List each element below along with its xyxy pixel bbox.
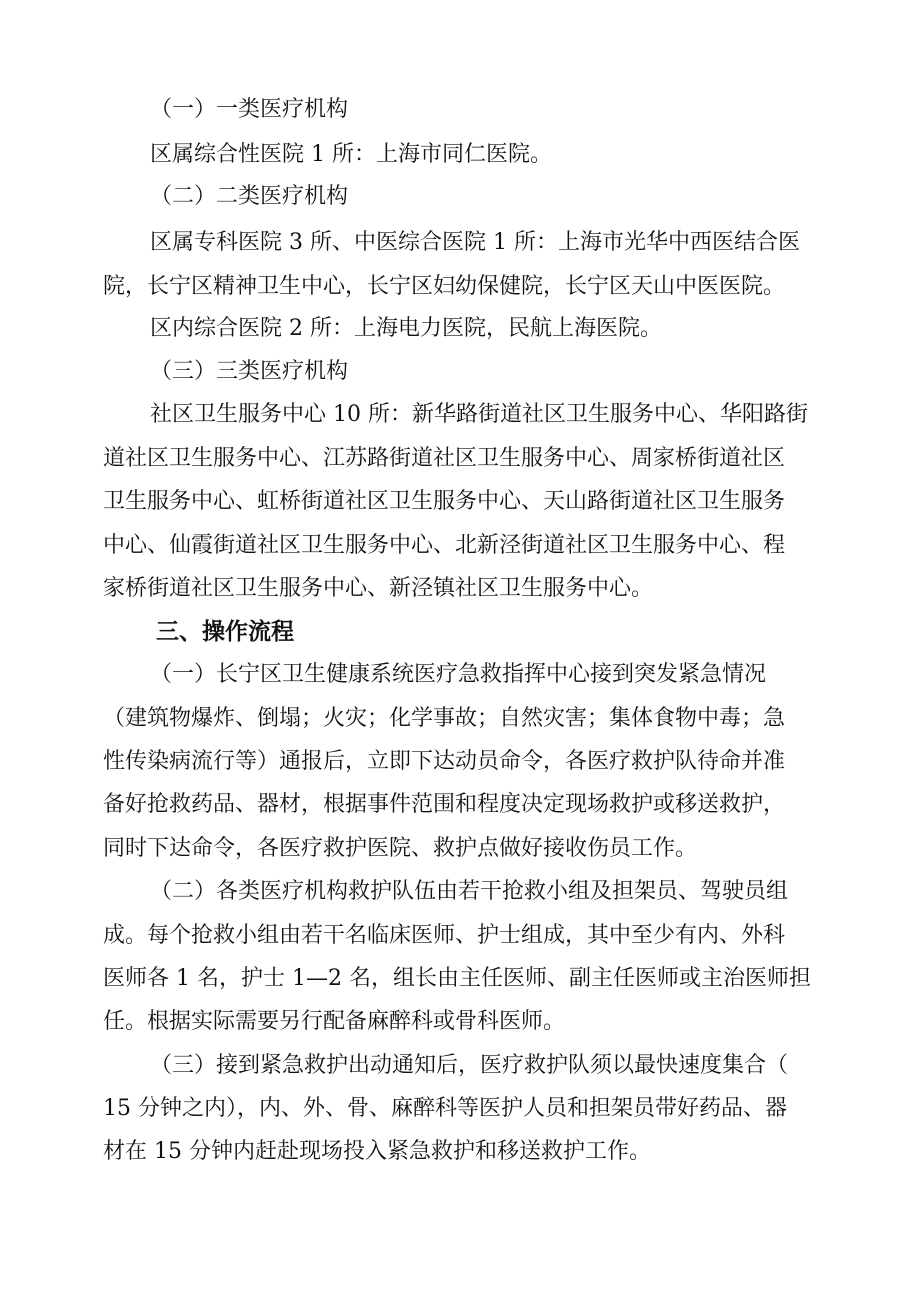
paragraph-line: 备好抢救药品、器材，根据事件范围和程度决定现场救护或移送救护， <box>103 792 786 817</box>
paragraph-line: 任。根据实际需要另行配备麻醉科或骨科医师。 <box>103 1009 566 1034</box>
paragraph-line: 成。每个抢救小组由若干名临床医师、护士组成，其中至少有内、外科 <box>103 923 786 948</box>
paragraph-line: 区属专科医院 3 所、中医综合医院 1 所：上海市光华中西医结合医 <box>150 230 800 255</box>
paragraph-line: 院，长宁区精神卫生中心，长宁区妇幼保健院，长宁区天山中医医院。 <box>103 274 786 299</box>
paragraph-line: 性传染病流行等）通报后，立即下达动员命令，各医疗救护队待命并准 <box>103 749 786 774</box>
paragraph-line: （三）接到紧急救护出动通知后，医疗救护队须以最快速度集合（ <box>150 1053 789 1078</box>
paragraph-line: 家桥街道社区卫生服务中心、新泾镇社区卫生服务中心。 <box>103 576 654 601</box>
paragraph-line: 卫生服务中心、虹桥街道社区卫生服务中心、天山路街道社区卫生服务 <box>103 489 786 514</box>
paragraph-line: 同时下达命令，各医疗救护医院、救护点做好接收伤员工作。 <box>103 836 698 861</box>
subheading-class-one: （一）一类医疗机构 <box>150 97 349 122</box>
paragraph-line: 区属综合性医院 1 所：上海市同仁医院。 <box>150 142 552 167</box>
paragraph-line: 医师各 1 名，护士 1—2 名，组长由主任医师、副主任医师或主治医师担 <box>103 966 811 991</box>
subheading-class-two: （二）二类医疗机构 <box>150 184 349 209</box>
paragraph-line: （建筑物爆炸、倒塌；火灾；化学事故；自然灾害；集体食物中毒；急 <box>103 706 786 731</box>
paragraph-line: 材在 15 分钟内赶赴现场投入紧急救护和移送救护工作。 <box>103 1139 651 1164</box>
paragraph-line: （二）各类医疗机构救护队伍由若干抢救小组及担架员、驾驶员组 <box>150 879 789 904</box>
paragraph-line: 中心、仙霞街道社区卫生服务中心、北新泾街道社区卫生服务中心、程 <box>103 533 786 558</box>
paragraph-line: 区内综合医院 2 所：上海电力医院，民航上海医院。 <box>150 316 662 341</box>
paragraph-line: 社区卫生服务中心 10 所：新华路街道社区卫生服务中心、华阳路街 <box>150 402 808 427</box>
subheading-class-three: （三）三类医疗机构 <box>150 359 349 384</box>
paragraph-line: （一）长宁区卫生健康系统医疗急救指挥中心接到突发紧急情况 <box>150 662 767 687</box>
paragraph-line: 15 分钟之内），内、外、骨、麻醉科等医护人员和担架员带好药品、器 <box>103 1096 787 1121</box>
section-heading: 三、操作流程 <box>156 619 294 645</box>
paragraph-line: 道社区卫生服务中心、江苏路街道社区卫生服务中心、周家桥街道社区 <box>103 446 786 471</box>
